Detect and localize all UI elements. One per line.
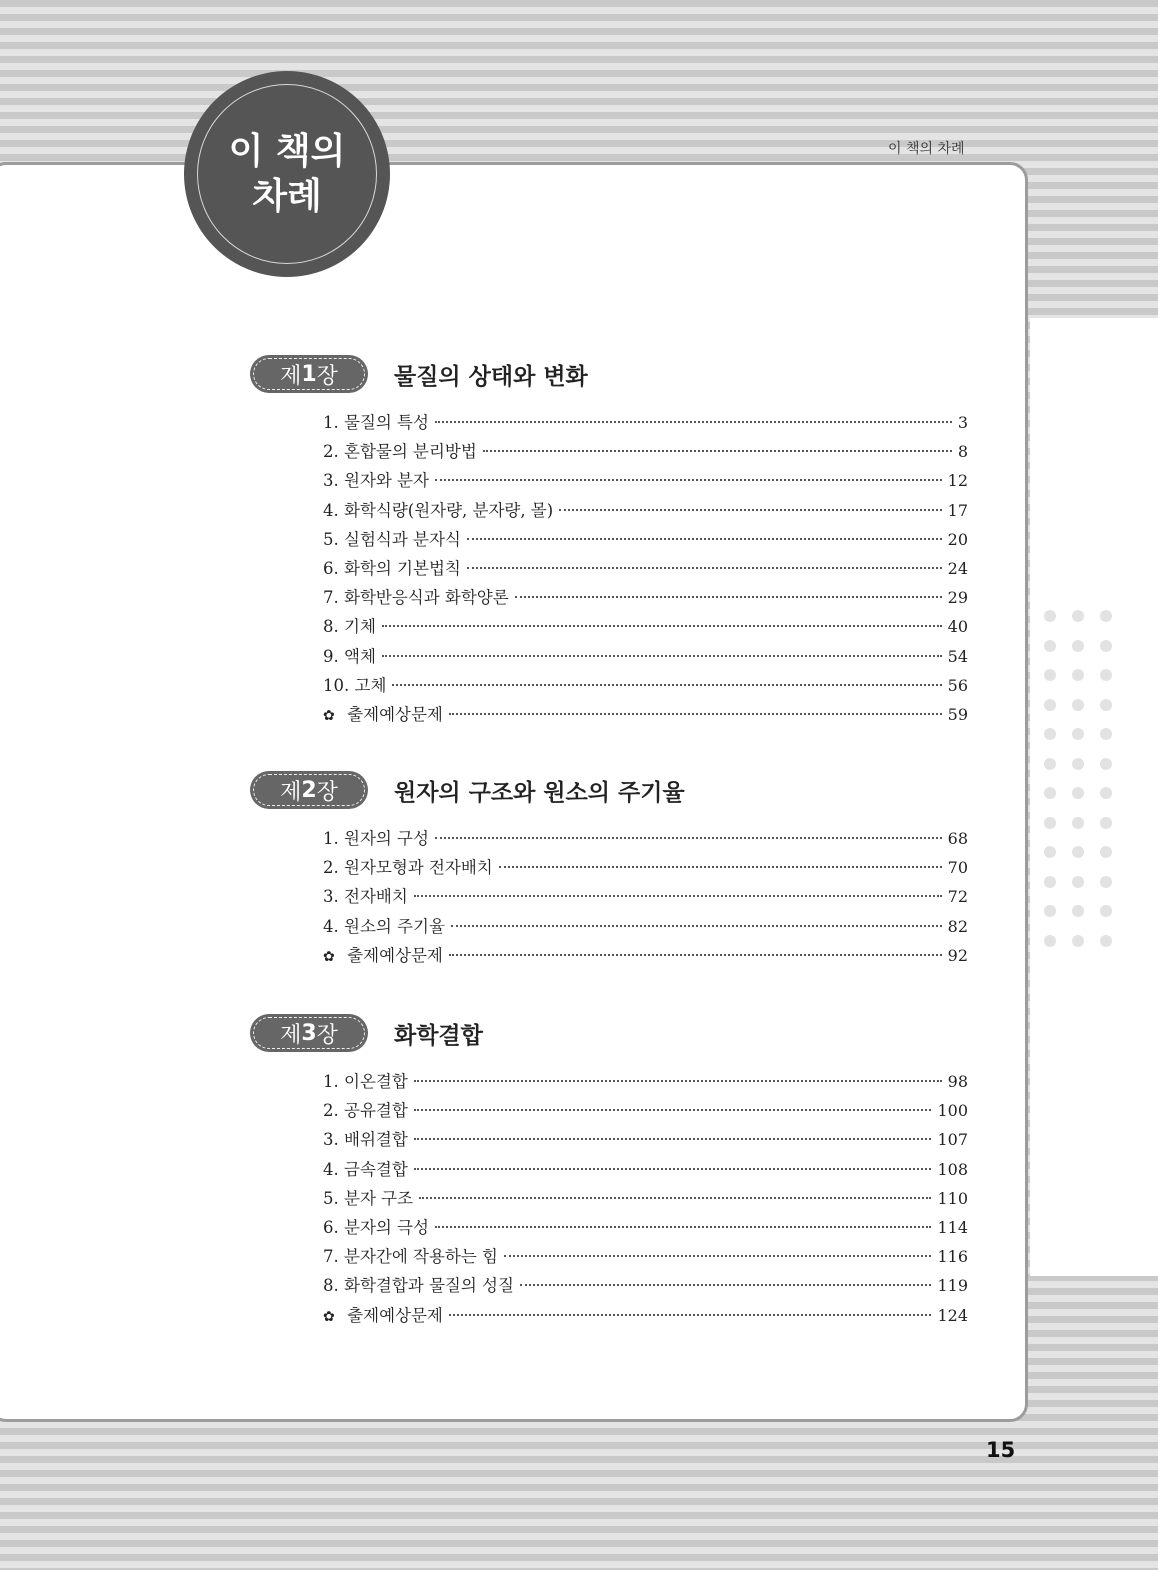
- toc-entry-exercises[interactable]: ✿ 출제예상문제 92: [323, 945, 968, 965]
- chapter-section: [250, 1013, 970, 1331]
- toc-entry[interactable]: 6. 분자의 극성 114: [323, 1217, 968, 1237]
- toc-list: [323, 1068, 968, 1331]
- badge-line2: 차례: [252, 176, 322, 217]
- toc-entry[interactable]: 3. 전자배치 72: [323, 887, 968, 907]
- toc-entry[interactable]: 1. 이온결합 98: [323, 1072, 968, 1091]
- toc-entry[interactable]: 4. 화학식량(원자량, 분자량, 몰) 17: [323, 500, 968, 520]
- toc-entry[interactable]: 8. 화학결합과 물질의 성질 119: [323, 1276, 968, 1296]
- chapter-section: [250, 354, 970, 730]
- toc-entry[interactable]: 4. 금속결합 108: [323, 1159, 968, 1179]
- toc-list: [323, 825, 968, 971]
- badge-line1: 이 책의: [228, 131, 346, 172]
- toc-entry[interactable]: 5. 분자 구조 110: [323, 1188, 968, 1208]
- chapter-heading: [250, 1013, 970, 1053]
- toc-entry-exercises[interactable]: ✿ 출제예상문제 124: [323, 1305, 968, 1325]
- toc-badge-inner: [197, 84, 377, 264]
- flower-icon: ✿: [323, 707, 340, 724]
- chapter-section: [250, 770, 970, 971]
- toc-list: [323, 409, 968, 730]
- chapter-title: 물질의 상태와 변화: [394, 363, 588, 390]
- flower-icon: ✿: [323, 948, 340, 965]
- toc-entry[interactable]: 2. 공유결합 100: [323, 1101, 968, 1121]
- toc-entry[interactable]: 2. 원자모형과 전자배치 70: [323, 858, 968, 878]
- toc-entry[interactable]: 5. 실험식과 분자식 20: [323, 529, 968, 549]
- flower-icon: ✿: [323, 1308, 340, 1325]
- toc-entry[interactable]: 3. 배위결합 107: [323, 1130, 968, 1150]
- toc-entry-exercises[interactable]: ✿ 출제예상문제 59: [323, 704, 968, 724]
- toc-entry[interactable]: 2. 혼합물의 분리방법 8: [323, 442, 968, 462]
- chapter-title: 원자의 구조와 원소의 주기율: [394, 779, 685, 806]
- decorative-dot-grid: [1044, 610, 1128, 947]
- toc-entry[interactable]: 7. 화학반응식과 화학양론 29: [323, 588, 968, 608]
- toc-entry[interactable]: 10. 고체 56: [323, 675, 968, 695]
- page-number: 15: [986, 1438, 1016, 1462]
- toc-entry[interactable]: 6. 화학의 기본법칙 24: [323, 558, 968, 578]
- toc-badge: [184, 71, 390, 277]
- toc-entry[interactable]: 9. 액체 54: [323, 646, 968, 666]
- toc-entry[interactable]: 1. 물질의 특성 3: [323, 413, 968, 432]
- chapter-title: 화학결합: [394, 1022, 483, 1049]
- running-header: 이 책의 차례: [888, 141, 965, 157]
- chapter-heading: [250, 770, 970, 810]
- toc-entry[interactable]: 8. 기체 40: [323, 617, 968, 637]
- chapter-heading: [250, 354, 970, 394]
- toc-entry[interactable]: 3. 원자와 분자 12: [323, 471, 968, 491]
- toc-entry[interactable]: 7. 분자간에 작용하는 힘 116: [323, 1247, 968, 1267]
- chapter-label: 제 2 장: [250, 771, 368, 809]
- toc-entry[interactable]: 1. 원자의 구성 68: [323, 829, 968, 848]
- toc-entry[interactable]: 4. 원소의 주기율 82: [323, 916, 968, 936]
- chapter-label: 제 3 장: [250, 1014, 368, 1052]
- chapter-label: 제 1 장: [250, 355, 368, 393]
